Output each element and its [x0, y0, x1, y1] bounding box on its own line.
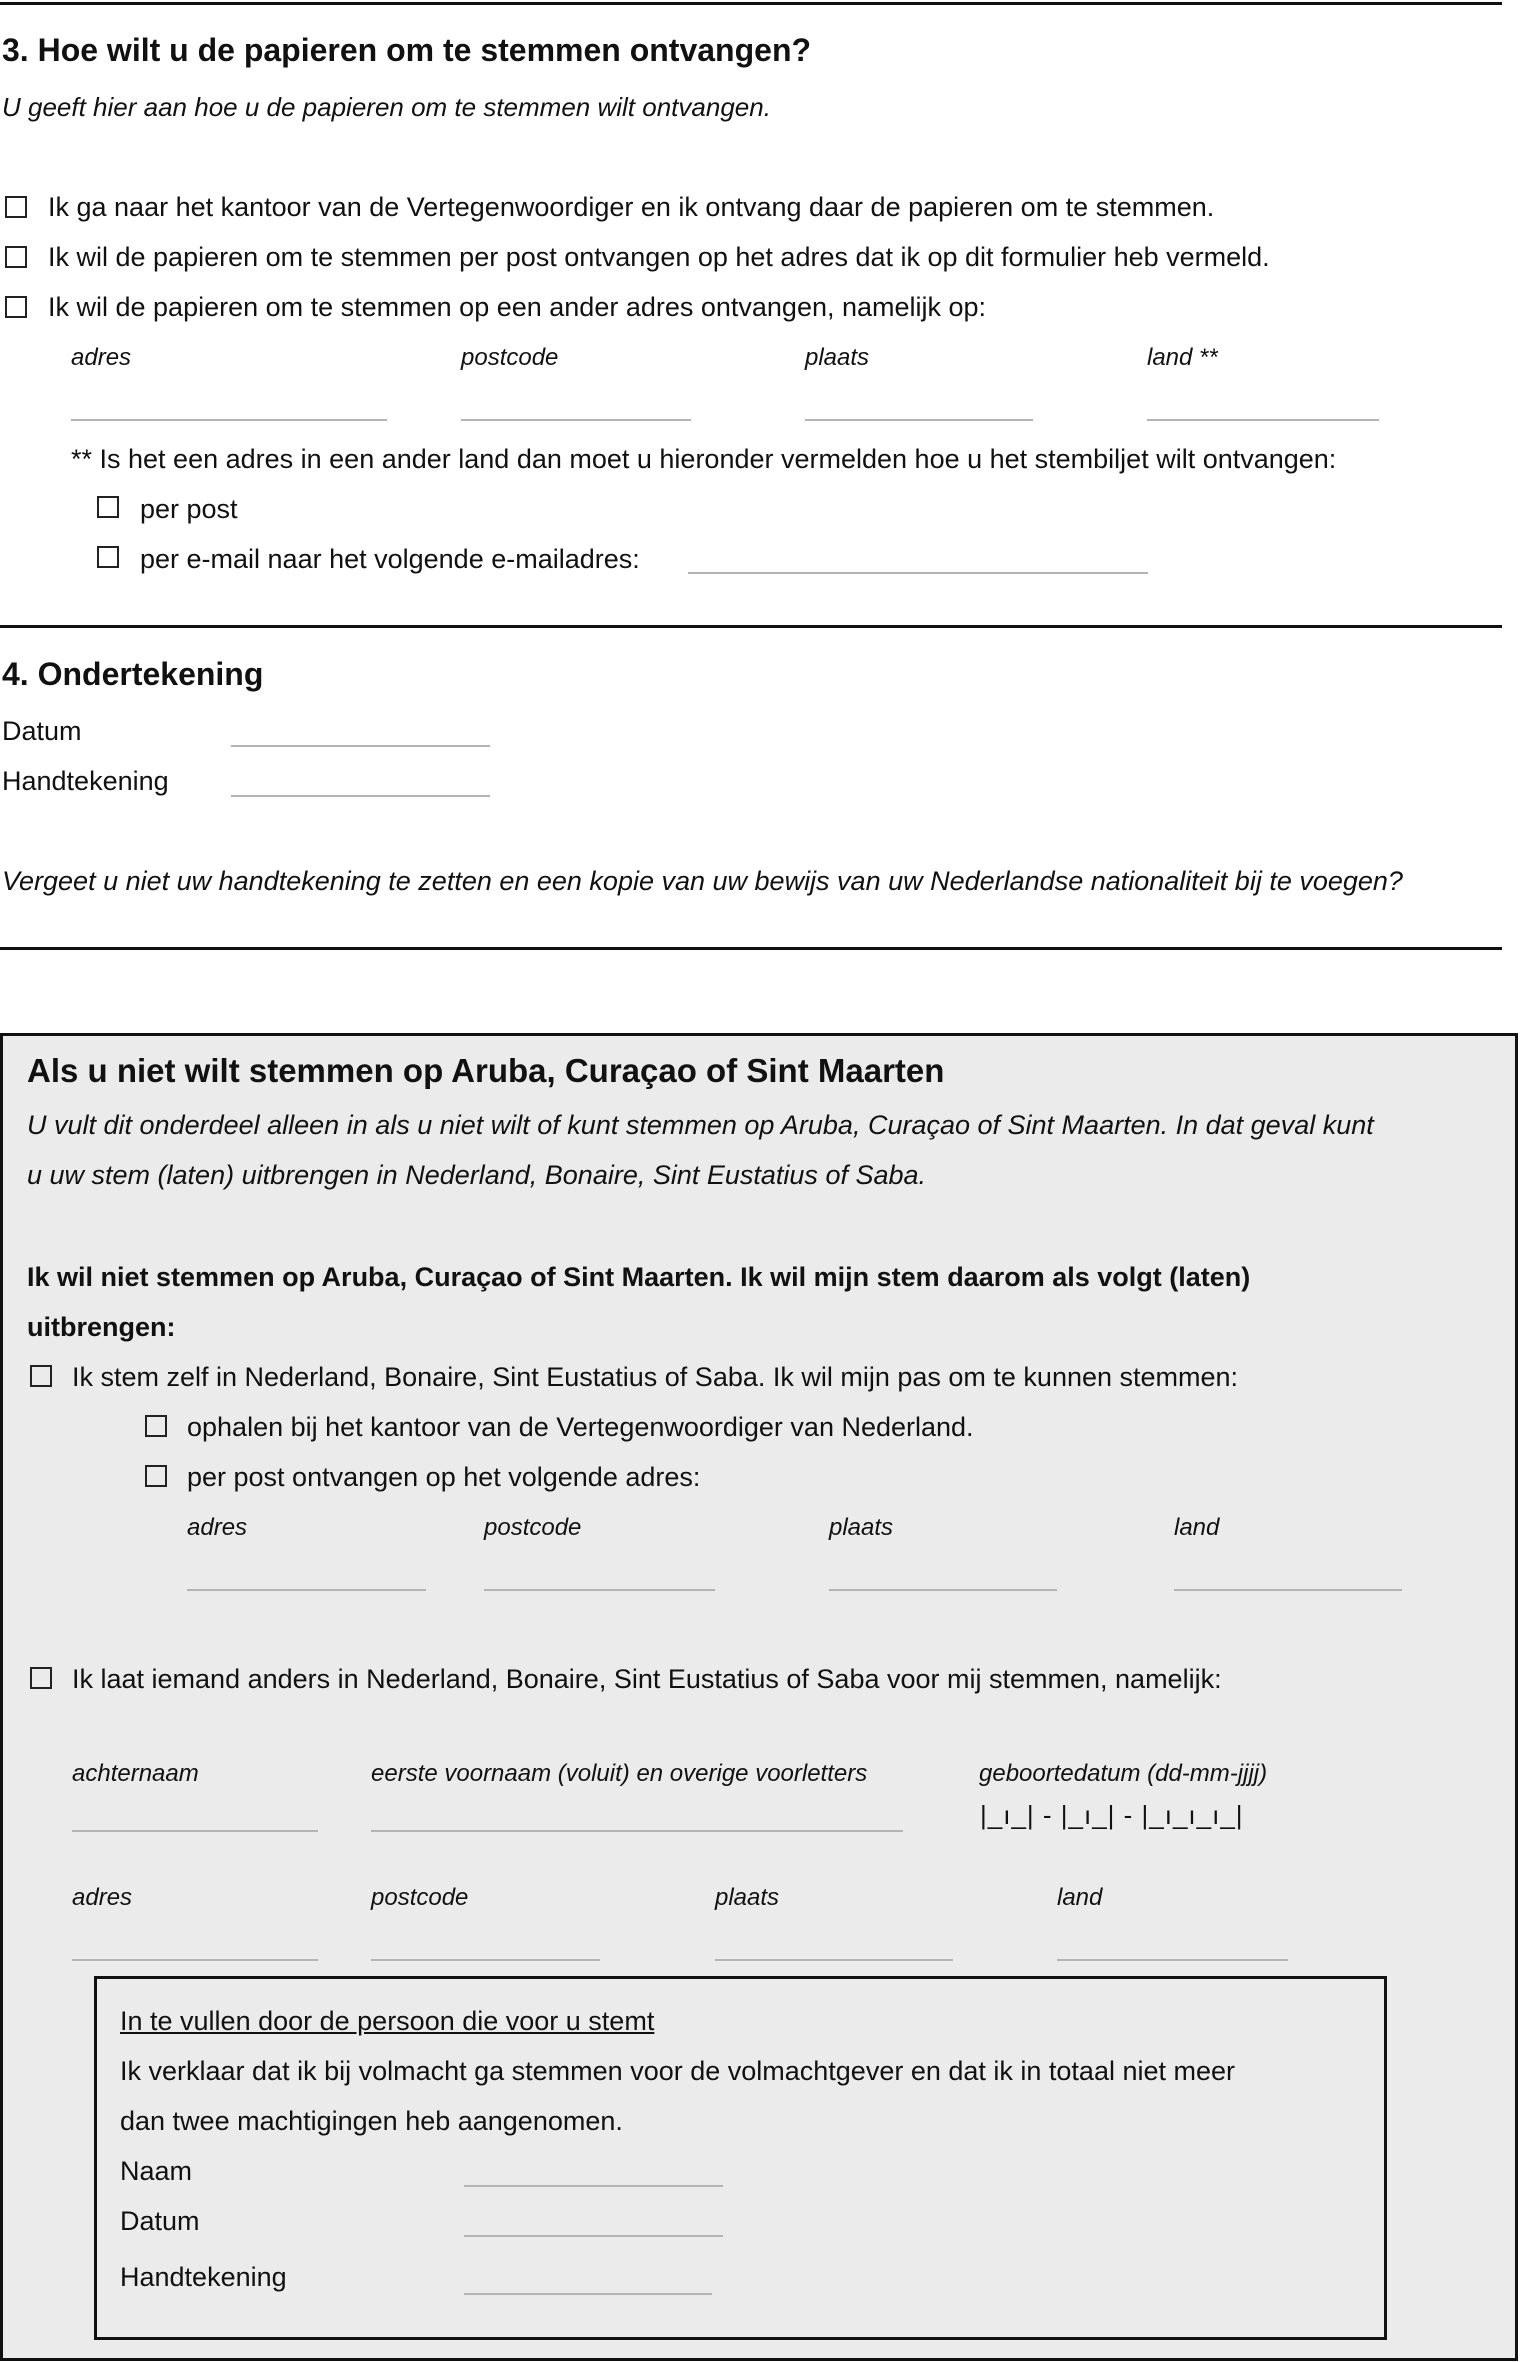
adres-input[interactable]: [71, 419, 387, 421]
proxy-label-achternaam: achternaam: [72, 1760, 199, 1787]
pickup-pass-checkbox[interactable]: [145, 1415, 167, 1437]
option-post-checkbox[interactable]: [5, 246, 27, 268]
self-land-input[interactable]: [1174, 1589, 1402, 1591]
proxy-geboortedatum-input[interactable]: |_ı_| - |_ı_| - |_ı_ı_ı_|: [980, 1800, 1244, 1830]
section-divider-4: [0, 625, 1502, 628]
proxy-land-input[interactable]: [1057, 1959, 1288, 1961]
option-pickup-checkbox[interactable]: [5, 196, 27, 218]
option-pickup-label: Ik ga naar het kantoor van de Vertegenwoordiger en ik ontvang daar de papieren om te stemmen.: [48, 192, 1215, 222]
post-pass-label: per post ontvangen op het volgende adres:: [187, 1462, 701, 1492]
proxy-label-geboortedatum: geboortedatum (dd-mm-jjjj): [979, 1760, 1268, 1787]
datum-input[interactable]: [231, 745, 490, 747]
option-other-address-checkbox[interactable]: [5, 296, 27, 318]
proxy-naam-input[interactable]: [464, 2185, 723, 2187]
postcode-input[interactable]: [461, 419, 691, 421]
proxy-handtekening-label: Handtekening: [120, 2262, 287, 2292]
self-postcode-input[interactable]: [484, 1589, 715, 1591]
self-label-land: land: [1174, 1514, 1220, 1541]
self-label-adres: adres: [187, 1514, 248, 1541]
label-adres: adres: [71, 344, 132, 371]
proxy-declaration-line2: dan twee machtigingen heb aangenomen.: [120, 2106, 623, 2136]
proxy-handtekening-input[interactable]: [464, 2293, 712, 2295]
self-plaats-input[interactable]: [829, 1589, 1057, 1591]
proxy-label-postcode: postcode: [371, 1884, 469, 1911]
label-postcode: postcode: [461, 344, 559, 371]
foreign-address-footnote: ** Is het een adres in een ander land dan moet u hieronder vermelden hoe u het stembiljet wilt ontvangen:: [71, 444, 1337, 474]
delivery-email-checkbox[interactable]: [97, 546, 119, 568]
proxy-postcode-input[interactable]: [371, 1959, 600, 1961]
delivery-email-label: per e-mail naar het volgende e-mailadres:: [140, 544, 640, 574]
signature-reminder: Vergeet u niet uw handtekening te zetten en een kopie van uw bewijs van uw Nederlandse nationaliteit bij te voegen?: [2, 866, 1403, 896]
section3-intro: U geeft hier aan hoe u de papieren om te stemmen wilt ontvangen.: [2, 92, 771, 122]
section4-title: 4. Ondertekening: [2, 656, 264, 692]
pickup-pass-label: ophalen bij het kantoor van de Vertegenwoordiger van Nederland.: [187, 1412, 974, 1442]
section-divider-top: [0, 2, 1502, 5]
alt-section-title: Als u niet wilt stemmen op Aruba, Curaçao of Sint Maarten: [27, 1052, 945, 1089]
proxy-label-adres: adres: [72, 1884, 133, 1911]
alt-statement-line1: Ik wil niet stemmen op Aruba, Curaçao of Sint Maarten. Ik wil mijn stem daarom als volgt (laten): [27, 1262, 1251, 1292]
alt-intro-line1: U vult dit onderdeel alleen in als u niet wilt of kunt stemmen op Aruba, Curaçao of Sint Maarten. In dat geval kunt: [27, 1110, 1374, 1140]
alt-statement-line2: uitbrengen:: [27, 1312, 176, 1342]
proxy-datum-label: Datum: [120, 2206, 200, 2236]
proxy-vote-checkbox[interactable]: [30, 1667, 52, 1689]
label-land: land **: [1147, 344, 1218, 371]
proxy-voornaam-input[interactable]: [371, 1830, 903, 1832]
proxy-label-voornaam: eerste voornaam (voluit) en overige voorletters: [371, 1760, 868, 1787]
option-post-label: Ik wil de papieren om te stemmen per post ontvangen op het adres dat ik op dit formulier heb vermeld.: [48, 242, 1270, 272]
email-input[interactable]: [688, 572, 1148, 574]
section3-title: 3. Hoe wilt u de papieren om te stemmen ontvangen?: [2, 32, 812, 68]
proxy-box-heading: In te vullen door de persoon die voor u stemt: [120, 2006, 655, 2036]
handtekening-input[interactable]: [231, 795, 490, 797]
alt-intro-line2: u uw stem (laten) uitbrengen in Nederland, Bonaire, Sint Eustatius of Saba.: [27, 1160, 927, 1190]
label-plaats: plaats: [805, 344, 870, 371]
self-vote-label: Ik stem zelf in Nederland, Bonaire, Sint Eustatius of Saba. Ik wil mijn pas om te kunnen stemmen:: [72, 1362, 1239, 1392]
option-other-address-label: Ik wil de papieren om te stemmen op een ander adres ontvangen, namelijk op:: [48, 292, 987, 322]
delivery-post-checkbox[interactable]: [97, 496, 119, 518]
self-vote-checkbox[interactable]: [30, 1365, 52, 1387]
self-label-postcode: postcode: [484, 1514, 582, 1541]
proxy-vote-label: Ik laat iemand anders in Nederland, Bonaire, Sint Eustatius of Saba voor mij stemmen, namelijk:: [72, 1664, 1222, 1694]
delivery-post-label: per post: [140, 494, 238, 524]
self-label-plaats: plaats: [829, 1514, 894, 1541]
proxy-achternaam-input[interactable]: [72, 1830, 318, 1832]
proxy-adres-input[interactable]: [72, 1959, 318, 1961]
proxy-label-plaats: plaats: [715, 1884, 780, 1911]
land-input[interactable]: [1147, 419, 1379, 421]
proxy-naam-label: Naam: [120, 2156, 193, 2186]
datum-label: Datum: [2, 716, 82, 746]
proxy-datum-input[interactable]: [464, 2235, 723, 2237]
handtekening-label: Handtekening: [2, 766, 169, 796]
plaats-input[interactable]: [805, 419, 1033, 421]
section-divider-bottom: [0, 947, 1502, 950]
proxy-plaats-input[interactable]: [715, 1959, 953, 1961]
proxy-label-land: land: [1057, 1884, 1103, 1911]
post-pass-checkbox[interactable]: [145, 1465, 167, 1487]
proxy-declaration-line1: Ik verklaar dat ik bij volmacht ga stemmen voor de volmachtgever en dat ik in totaal niet meer: [120, 2056, 1236, 2086]
self-adres-input[interactable]: [187, 1589, 426, 1591]
